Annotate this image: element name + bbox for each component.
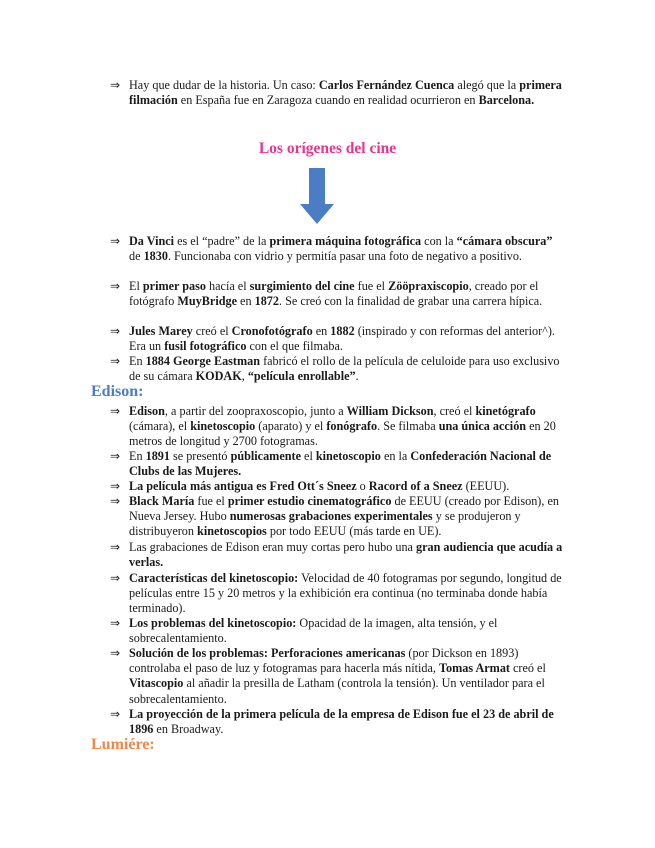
bold-text-run: Vitascopio <box>129 676 184 691</box>
text-run: (aparato) y el <box>255 419 327 434</box>
bold-text-run: primera máquina fotográfica <box>269 234 422 248</box>
arrow-bullet-icon: ⇒ <box>110 616 121 630</box>
arrow-bullet-icon: ⇒ <box>110 479 121 493</box>
edison-bullet-4 <box>110 494 565 540</box>
bold-text-run: numerosas grabaciones experimentales <box>229 509 433 524</box>
bold-text-run: surgimiento del cine <box>249 279 355 293</box>
bullet-text <box>129 616 565 646</box>
lumiere-heading: Lumiére: <box>91 736 155 753</box>
bold-text-run: Da Vinci <box>129 234 175 248</box>
bold-text-run: “cámara obscura” <box>456 234 553 248</box>
bold-text-run: Solución de los problemas: <box>129 646 268 660</box>
text-run: con el que filmaba. <box>246 339 343 354</box>
bold-text-run: William Dickson <box>346 404 434 418</box>
bold-text-run: KODAK <box>195 369 242 384</box>
text-run: o <box>356 479 369 493</box>
text-run: . Se filmaba <box>377 419 439 434</box>
bold-text-run: Los problemas del kinetoscopio: <box>129 616 297 630</box>
bold-text-run: La película más antigua es Fred Ott´s Sneez <box>129 479 357 493</box>
bold-text-run: 1884 George Eastman <box>145 354 261 368</box>
text-run: , <box>241 369 248 384</box>
text-run: es el “padre” de la <box>174 234 270 248</box>
bold-text-run: Zööpraxiscopio <box>388 279 469 293</box>
bold-text-run: Cronofotógrafo <box>231 324 313 338</box>
bold-text-run: 1872 <box>254 294 279 309</box>
text-run: en la <box>380 449 411 463</box>
bold-text-run: fusil fotográfico <box>164 339 247 354</box>
bold-text-run: kinetógrafo <box>475 404 536 418</box>
edison-bullet-1 <box>110 404 565 450</box>
bold-text-run: Jules Marey <box>129 324 193 338</box>
arrow-bullet-icon: ⇒ <box>110 324 121 338</box>
text-run: Hay que dudar de la historia. Un caso: <box>129 78 319 92</box>
bold-text-run: La proyección de la primera película de la empresa de Edison fue el 23 de abril de 1896 <box>129 707 554 737</box>
origins-bullet-3 <box>110 324 565 354</box>
text-run: El <box>129 279 143 293</box>
text-run: En <box>129 354 146 368</box>
text-run: . <box>355 369 359 384</box>
arrow-bullet-icon: ⇒ <box>110 354 121 368</box>
text-run: Las grabaciones de Edison eran muy cortas pero hubo una <box>129 540 416 554</box>
bold-text-run: kinetoscopio <box>315 449 381 463</box>
text-run: (cámara), el <box>129 419 191 434</box>
bullet-text <box>129 646 565 707</box>
text-run: En <box>129 449 146 463</box>
bullet-text <box>129 540 565 570</box>
text-run: por todo EEUU (más tarde en UE). <box>266 524 442 539</box>
text-run: fue el <box>354 279 389 293</box>
text-run: . Se creó con la finalidad de grabar una carrera hípica. <box>278 294 543 309</box>
text-run: fabricó el rollo de la película de celuloide para uso exclusivo de su cámara <box>129 354 560 384</box>
bold-text-run: primer paso <box>142 279 206 293</box>
text-run: en <box>312 324 331 338</box>
text-run: con la <box>421 234 457 248</box>
edison-bullet-7 <box>110 616 565 646</box>
section-title: Los orígenes del cine <box>258 140 397 157</box>
intro-bullet <box>110 78 565 108</box>
edison-bullet-5 <box>110 540 565 570</box>
text-run: Opacidad de la imagen, alta tensión, y el sobrecalentamiento. <box>129 616 498 646</box>
edison-heading: Edison: <box>91 383 144 400</box>
arrow-bullet-icon: ⇒ <box>110 494 121 508</box>
bold-text-run: Características del kinetoscopio: <box>129 571 299 585</box>
bold-text-run: 1830 <box>143 249 168 264</box>
text-run: se presentó <box>169 449 231 463</box>
bold-text-run: Perforaciones americanas <box>270 646 406 660</box>
text-run: al añadir la presilla de Latham (controla la tensión). Un ventilador para el sobrecalentamiento. <box>129 676 545 706</box>
edison-bullet-9 <box>110 707 565 737</box>
text-run: y se produjeron y distribuyeron <box>129 509 521 539</box>
text-run: creó el <box>509 661 546 676</box>
arrow-bullet-icon: ⇒ <box>110 646 121 660</box>
bullet-text <box>129 571 565 617</box>
bold-text-run: Barcelona. <box>478 93 535 108</box>
arrow-bullet-icon: ⇒ <box>110 404 121 418</box>
bold-text-run: Racord of a Sneez <box>368 479 463 493</box>
text-run: en Broadway. <box>153 722 224 737</box>
arrow-bullet-icon: ⇒ <box>110 707 121 721</box>
bold-text-run: Black María <box>129 494 195 508</box>
arrow-bullet-icon: ⇒ <box>110 571 121 585</box>
bullet-text <box>129 494 565 540</box>
bullet-text <box>129 279 565 309</box>
edison-bullet-3 <box>110 479 565 494</box>
text-run: hacía el <box>205 279 250 293</box>
text-run: fue el <box>194 494 228 508</box>
arrow-bullet-icon: ⇒ <box>110 540 121 554</box>
text-run: , a partir del zoopraxoscopio, junto a <box>164 404 347 418</box>
text-run: , creó el <box>433 404 476 418</box>
text-run: , creado por el fotógrafo <box>129 279 539 309</box>
down-arrow-icon <box>300 168 334 224</box>
arrow-bullet-icon: ⇒ <box>110 449 121 463</box>
bullet-text <box>129 324 565 354</box>
bold-text-run: 1891 <box>145 449 170 463</box>
edison-bullet-6 <box>110 571 565 617</box>
bold-text-run: “película enrollable” <box>247 369 356 384</box>
bold-text-run: Confederación Nacional de Clubs de las Mujeres. <box>129 449 552 479</box>
origins-bullet-1 <box>110 234 565 264</box>
bold-text-run: kinetoscopios <box>197 524 267 539</box>
text-run: (por Dickson en 1893) controlaba el paso de luz y fotogramas para hacerla más nítida, <box>129 646 519 676</box>
text-run: . Funcionaba con vidrio y permitía pasar una foto de negativo a positivo. <box>167 249 522 264</box>
text-run: alegó que la <box>454 78 520 92</box>
bullet-text <box>129 354 565 384</box>
text-run: en España fue en Zaragoza cuando en realidad ocurrieron en <box>177 93 479 108</box>
text-run: de <box>129 249 144 264</box>
edison-bullet-2 <box>110 449 565 479</box>
bullet-text <box>129 449 565 479</box>
arrow-bullet-icon: ⇒ <box>110 234 121 248</box>
bold-text-run: primera filmación <box>129 78 562 108</box>
bold-text-run: kinetoscopio <box>190 419 256 434</box>
bold-text-run: Carlos Fernández Cuenca <box>318 78 455 92</box>
text-run: en <box>237 294 255 309</box>
text-run: el <box>300 449 316 463</box>
text-run: (EEUU). <box>462 479 510 493</box>
bold-text-run: una única acción <box>438 419 527 434</box>
text-run: en 20 metros de longitud y 2700 fotogramas. <box>129 419 556 449</box>
bullet-text <box>129 479 565 494</box>
bold-text-run: Edison <box>129 404 165 418</box>
bold-text-run: Tomas Armat <box>438 661 510 676</box>
text-run: creó el <box>192 324 232 338</box>
bold-text-run: MuyBridge <box>177 294 237 309</box>
arrow-bullet-icon: ⇒ <box>110 78 121 92</box>
bullet-text <box>129 707 565 737</box>
bullet-text <box>129 404 565 450</box>
text-run: de EEUU (creado por Edison), en Nueva Jersey. Hubo <box>129 494 559 524</box>
bullet-text <box>129 234 565 264</box>
bullet-text <box>129 78 565 108</box>
text-run: Velocidad de 40 fotogramas por segundo, longitud de películas entre 15 y 20 metros y la exhibición era continua (no terminaba donde había terminado). <box>129 571 562 616</box>
text-run: (inspirado y con reformas del anterior^). Era un <box>129 324 555 354</box>
origins-bullet-2 <box>110 279 565 309</box>
edison-bullet-8 <box>110 646 565 707</box>
origins-bullet-4 <box>110 354 565 384</box>
bold-text-run: 1882 <box>330 324 355 338</box>
arrow-bullet-icon: ⇒ <box>110 279 121 293</box>
bold-text-run: primer estudio cinematográfico <box>227 494 392 508</box>
bold-text-run: gran audiencia que acudía a verlas. <box>129 540 563 570</box>
bold-text-run: públicamente <box>230 449 301 463</box>
bold-text-run: fonógrafo <box>326 419 378 434</box>
